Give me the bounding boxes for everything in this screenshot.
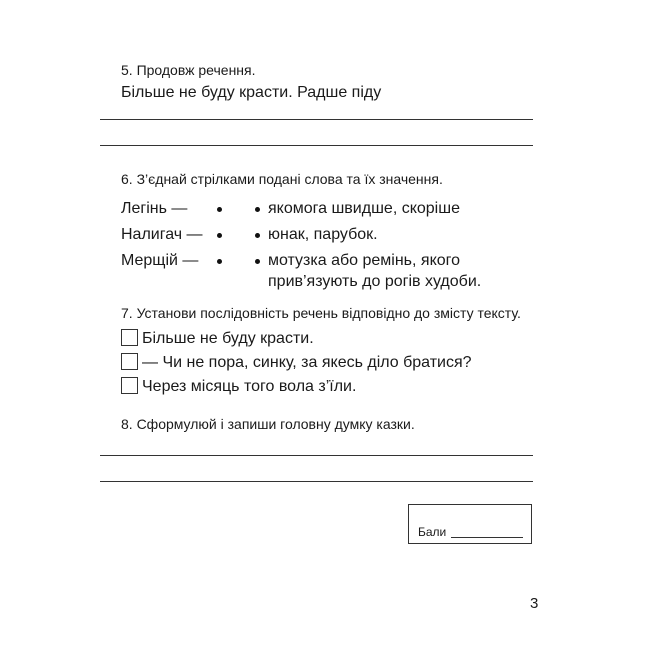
- meaning-item: якомога швидше, скоріше: [268, 200, 460, 217]
- word-item: Легінь —: [121, 200, 188, 217]
- task-5-prompt: Більше не буду красти. Радше піду: [121, 84, 382, 101]
- answer-line[interactable]: [100, 119, 533, 120]
- score-box: [408, 504, 532, 544]
- meaning-item-continuation: прив’язують до рогів худоби.: [268, 273, 482, 290]
- sentence-item: Через місяць того вола з’їли.: [142, 378, 357, 395]
- word-connector-dot[interactable]: [217, 207, 222, 212]
- word-item: Мерщій —: [121, 252, 199, 269]
- meaning-item: юнак, парубок.: [268, 226, 378, 243]
- meaning-item: мотузка або ремінь, якого: [268, 252, 461, 269]
- sentence-item: Більше не буду красти.: [142, 330, 314, 347]
- answer-line[interactable]: [100, 145, 533, 146]
- meaning-connector-dot[interactable]: [255, 259, 260, 264]
- order-checkbox[interactable]: [121, 329, 138, 346]
- task-6-title: 6. З’єднай стрілками подані слова та їх значення.: [121, 171, 443, 187]
- word-connector-dot[interactable]: [217, 233, 222, 238]
- task-8-title: 8. Сформулюй і запиши головну думку казки.: [121, 416, 415, 432]
- meaning-connector-dot[interactable]: [255, 233, 260, 238]
- score-label: Бали: [418, 525, 447, 539]
- word-item: Налигач —: [121, 226, 203, 243]
- word-connector-dot[interactable]: [217, 259, 222, 264]
- order-checkbox[interactable]: [121, 353, 138, 370]
- score-input-line[interactable]: [451, 537, 523, 538]
- answer-line[interactable]: [100, 481, 533, 482]
- answer-line[interactable]: [100, 455, 533, 456]
- task-5-title: 5. Продовж речення.: [121, 62, 256, 78]
- order-checkbox[interactable]: [121, 377, 138, 394]
- sentence-item: — Чи не пора, синку, за якесь діло братися?: [142, 354, 472, 371]
- task-7-title: 7. Установи послідовність речень відповідно до змісту тексту.: [121, 305, 521, 321]
- page-number: 3: [530, 595, 539, 612]
- meaning-connector-dot[interactable]: [255, 207, 260, 212]
